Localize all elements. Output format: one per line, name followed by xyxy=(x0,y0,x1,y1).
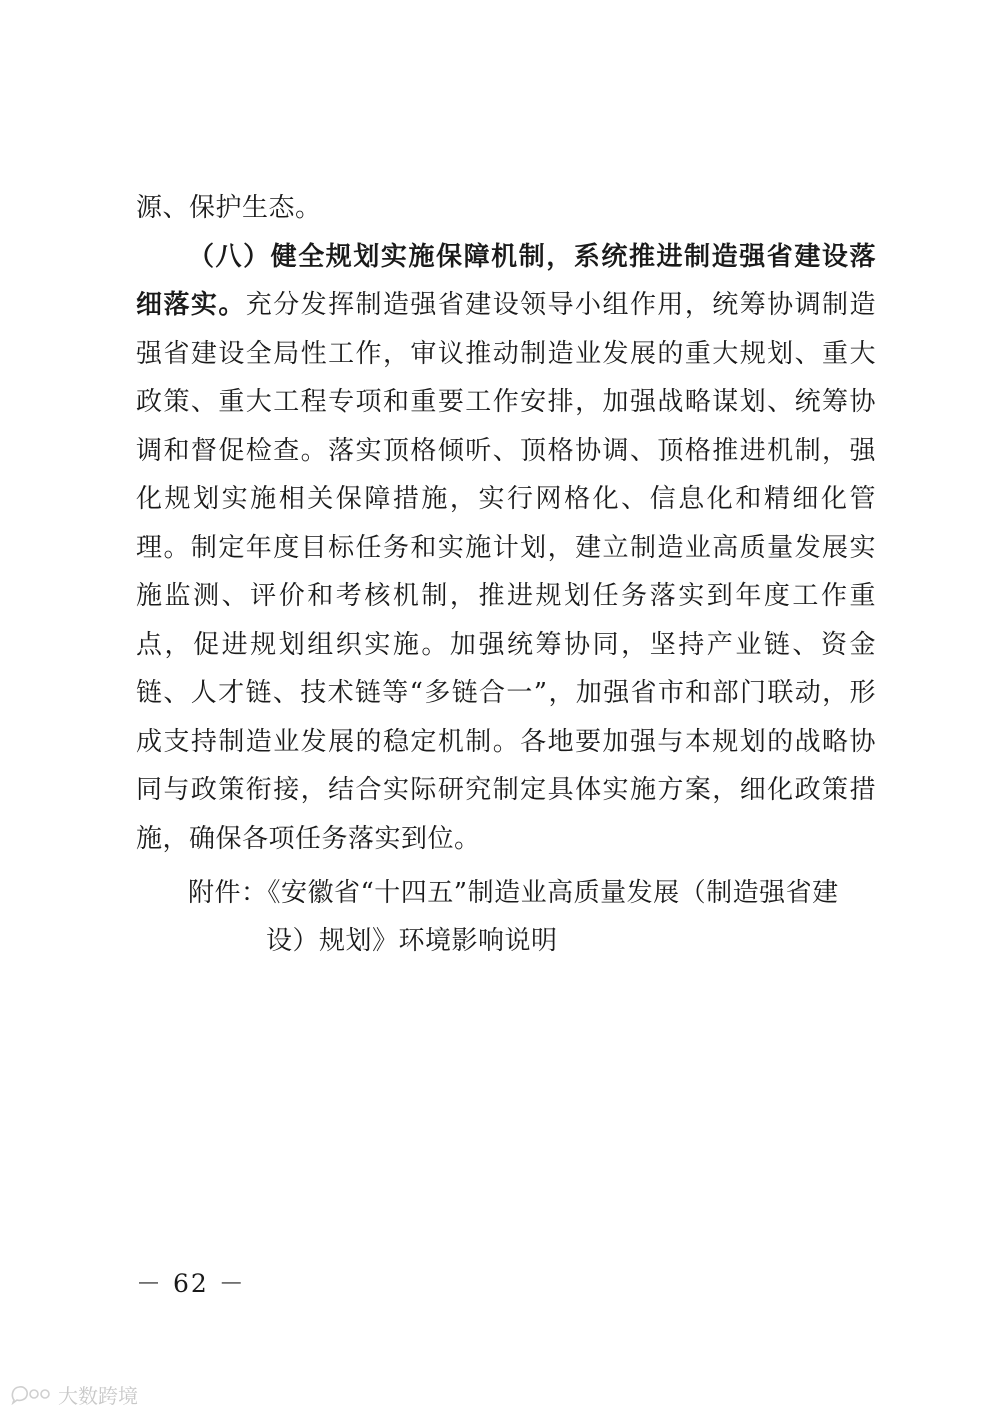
section-body: 充分发挥制造强省建设领导小组作用，统筹协调制造强省建设全局性工作，审议推动制造业发展的重大规划、重大政策、重大工程专项和重要工作安排，加强战略谋划、统筹协调和督促检查。落实顶格倾听、顶格协调、顶格推进机制，强化规划实施相关保障措施，实行网格化、信息化和精细化管理。制定年度目标任务和实施计划，建立制造业高质量发展实施监测、评价和考核机制，推进规划任务落实到年度工作重点，促进规划组织实施。加强统筹协同，坚持产业链、资金链、人才链、技术链等“多链合一”，加强省市和部门联动，形成支持制造业发展的稳定机制。各地要加强与本规划的战略协同与政策衔接，结合实际研究制定具体实施方案，细化政策措施，确保各项任务落实到位。 xyxy=(136,290,876,854)
chat-bubble-logo-icon xyxy=(10,1383,54,1405)
watermark xyxy=(10,1382,138,1406)
attachment-line-1: 附件：《安徽省“十四五”制造业高质量发展（制造强省建 xyxy=(188,878,839,908)
body-text xyxy=(136,184,876,863)
section-paragraph xyxy=(136,233,876,864)
intro-line: 源、保护生态。 xyxy=(136,193,322,223)
watermark-text: 大数跨境 xyxy=(58,1383,138,1408)
attachment-line-2: 设）规划》环境影响说明 xyxy=(266,926,558,956)
section-heading: （八）健全规划实施保障机制，系统推进制造强省建设落细落实。 xyxy=(136,241,876,320)
page-number: － 62 － xyxy=(136,1269,246,1298)
attachment-note xyxy=(188,869,878,965)
